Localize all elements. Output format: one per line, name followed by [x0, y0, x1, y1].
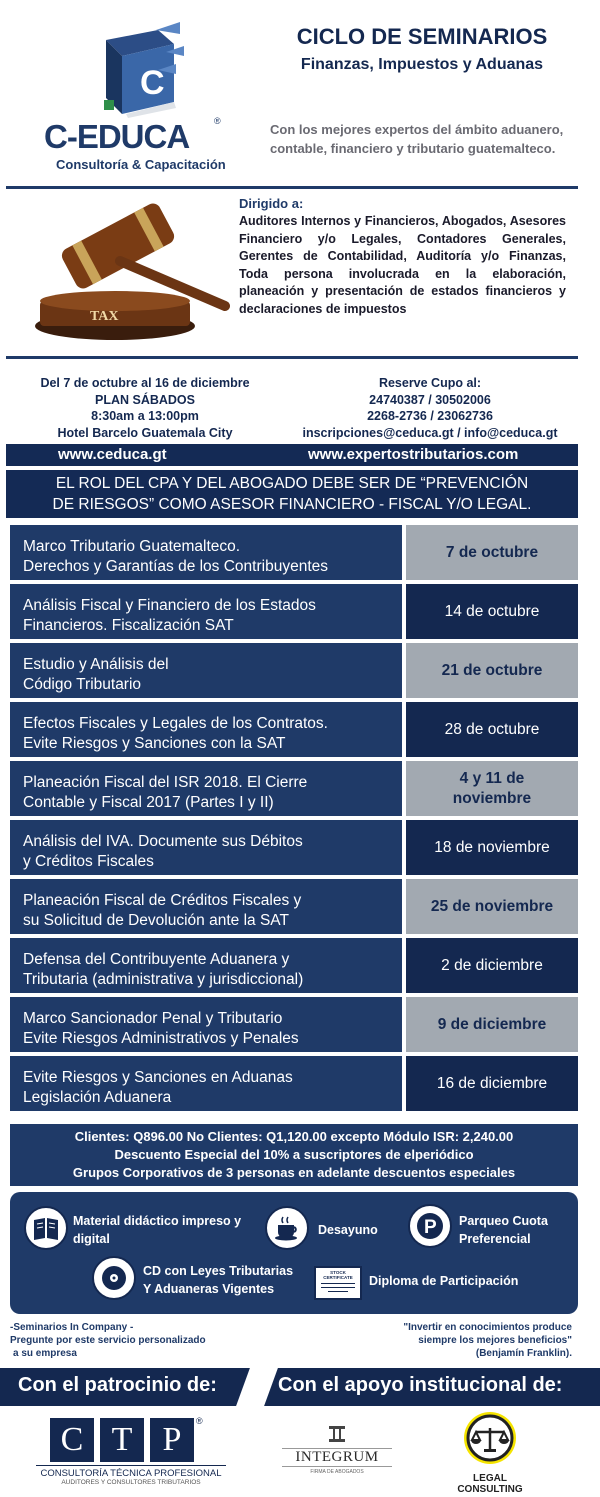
role-banner-line-1: EL ROL DEL CPA Y DEL ABOGADO DEBE SER DE “PREVENCIÓN	[55, 475, 529, 492]
ctp-registered-mark: ®	[196, 1416, 203, 1426]
module-row	[10, 820, 578, 875]
franklin-quote: "Invertir en conocimientos produce siempre los mejores beneficios" (Benjamín Franklin).	[403, 1322, 572, 1359]
role-banner-line-2: DE RIESGOS” COMO ASESOR FINANCIERO - FISCAL Y/O LEGAL.	[52, 496, 532, 513]
brand-subtitle: Consultoría & Capacitación	[56, 157, 226, 172]
module-topic: Marco Sancionador Penal y Tributario Evite Riesgos Administrativos y Penales	[10, 997, 402, 1052]
module-row	[10, 1056, 578, 1111]
module-date: 7 de octubre	[406, 525, 578, 580]
sponsor-label: Con el patrocinio de:	[18, 1374, 217, 1396]
coffee-cup-icon	[265, 1206, 309, 1250]
website-link-ceduca[interactable]: www.ceduca.gt	[58, 446, 167, 463]
benefit-parking: Parqueo Cuota Preferencial	[459, 1214, 548, 1246]
module-topic: Efectos Fiscales y Legales de los Contratos. Evite Riesgos y Sanciones con la SAT	[10, 702, 402, 757]
pricing-line-3: Grupos Corporativos de 3 personas en adelante descuentos especiales	[72, 1165, 516, 1180]
benefit-material: Material didáctico impreso y digital	[73, 1214, 242, 1246]
ctp-letter-p: P	[150, 1418, 194, 1462]
module-date: 25 de noviembre	[406, 879, 578, 934]
audience-text: Auditores Internos y Financieros, Abogados, Asesores Financiero y/o Legales, Contadores Generales, Gerentes de Contabilidad, Auditoría y/o Finanzas, Toda persona involucrada en la elaboración, planeación y presentación de estados financieros y declaraciones de impuestos	[239, 214, 566, 316]
ctp-name: CONSULTORÍA TÉCNICA PROFESIONAL	[36, 1465, 226, 1479]
divider	[6, 356, 578, 359]
reserve-phones-2: 2268-2736 / 23062736	[367, 409, 493, 423]
ctp-letter-c: C	[50, 1418, 94, 1462]
certificate-label: STOCK CERTIFICATE	[323, 1270, 353, 1280]
sponsor-bar	[0, 1368, 600, 1406]
module-list	[10, 525, 578, 1115]
module-date: 18 de noviembre	[406, 820, 578, 875]
legal-consulting-logo	[440, 1410, 540, 1495]
column-icon	[327, 1425, 347, 1443]
module-row	[10, 525, 578, 580]
scales-icon	[462, 1410, 518, 1466]
divider	[6, 186, 578, 189]
reserve-heading: Reserve Cupo al:	[378, 376, 482, 390]
book-letter: C	[140, 64, 165, 102]
module-topic: Evite Riesgos y Sanciones en Aduanas Legislación Aduanera	[10, 1056, 402, 1111]
reserve-emails[interactable]: inscripciones@ceduca.gt / info@ceduca.gt	[302, 425, 558, 440]
module-row	[10, 702, 578, 757]
module-topic: Planeación Fiscal de Créditos Fiscales y su Solicitud de Devolución ante la SAT	[10, 879, 402, 934]
module-row	[10, 879, 578, 934]
reserve-info	[290, 375, 570, 441]
reserve-phones-1: 24740387 / 30502006	[369, 392, 491, 407]
module-date: 14 de octubre	[406, 584, 578, 639]
module-row	[10, 761, 578, 816]
module-row	[10, 997, 578, 1052]
tax-label: TAX	[90, 309, 119, 324]
cd-icon	[92, 1256, 136, 1300]
module-date: 16 de diciembre	[406, 1056, 578, 1111]
brand-registered-mark: ®	[214, 116, 221, 126]
integrum-subtitle: FIRMA DE ABOGADOS	[310, 1469, 364, 1475]
brand-name: C-EDUCA	[44, 118, 190, 155]
schedule-info	[10, 375, 280, 441]
integrum-logo	[282, 1425, 392, 1485]
ctp-letter-t: T	[100, 1418, 144, 1462]
audience-heading: Dirigido a:	[239, 196, 304, 211]
support-label: Con el apoyo institucional de:	[278, 1374, 563, 1396]
divider	[236, 1368, 278, 1406]
website-bar	[6, 444, 578, 466]
module-topic: Estudio y Análisis del Código Tributario	[10, 643, 402, 698]
module-row	[10, 584, 578, 639]
pricing-box	[10, 1124, 578, 1186]
benefit-breakfast: Desayuno	[318, 1223, 378, 1237]
gavel-image	[20, 196, 240, 346]
module-row	[10, 938, 578, 993]
website-link-expertos[interactable]: www.expertostributarios.com	[308, 446, 519, 463]
module-topic: Planeación Fiscal del ISR 2018. El Cierre Contable y Fiscal 2017 (Partes I y II)	[10, 761, 402, 816]
ctp-tagline: AUDITORES Y CONSULTORES TRIBUTARIOS	[61, 1479, 201, 1486]
page-title: CICLO DE SEMINARIOS	[296, 24, 548, 49]
benefits-box	[10, 1192, 578, 1314]
pricing-line-2: Descuento Especial del 10% a suscriptores de elperiódico	[114, 1147, 474, 1162]
parking-letter: P	[424, 1217, 437, 1238]
in-company-note: -Seminarios In Company - Pregunte por este servicio personalizado a su empresa	[10, 1322, 206, 1359]
tagline: Con los mejores expertos del ámbito aduanero, contable, financiero y tributario guatemalteco.	[270, 122, 564, 156]
module-date: 4 y 11 de noviembre	[406, 761, 578, 816]
module-topic: Defensa del Contribuyente Aduanera y Tributaria (administrativa y jurisdiccional)	[10, 938, 402, 993]
page-subtitle: Finanzas, Impuestos y Aduanas	[300, 56, 544, 73]
module-topic: Análisis del IVA. Documente sus Débitos y Créditos Fiscales	[10, 820, 402, 875]
parking-icon	[408, 1204, 452, 1248]
module-row	[10, 643, 578, 698]
legal-consulting-name: LEGAL CONSULTING	[457, 1473, 523, 1495]
pricing-line-1: Clientes: Q896.00 No Clientes: Q1,120.00 excepto Módulo ISR: 2,240.00	[74, 1129, 514, 1144]
module-date: 9 de diciembre	[406, 997, 578, 1052]
module-date: 21 de octubre	[406, 643, 578, 698]
module-date: 28 de octubre	[406, 702, 578, 757]
ceduca-book-logo	[96, 22, 186, 118]
schedule-dates: Del 7 de octubre al 16 de diciembre	[40, 376, 250, 390]
schedule-venue: Hotel Barcelo Guatemala City	[57, 425, 233, 440]
book-icon	[24, 1206, 68, 1250]
module-date: 2 de diciembre	[406, 938, 578, 993]
benefit-diploma: Diploma de Participación	[369, 1274, 519, 1288]
role-banner	[6, 470, 578, 518]
module-topic: Análisis Fiscal y Financiero de los Estados Financieros. Fiscalización SAT	[10, 584, 402, 639]
module-topic: Marco Tributario Guatemalteco. Derechos y Garantías de los Contribuyentes	[10, 525, 402, 580]
schedule-hours: 8:30am a 13:00pm	[91, 409, 199, 423]
benefit-cd: CD con Leyes Tributarias Y Aduaneras Vigentes	[143, 1264, 294, 1296]
certificate-icon	[314, 1266, 362, 1300]
schedule-plan: PLAN SÁBADOS	[94, 392, 195, 407]
integrum-name: INTEGRUM	[282, 1448, 392, 1467]
ctp-logo	[40, 1416, 222, 1488]
